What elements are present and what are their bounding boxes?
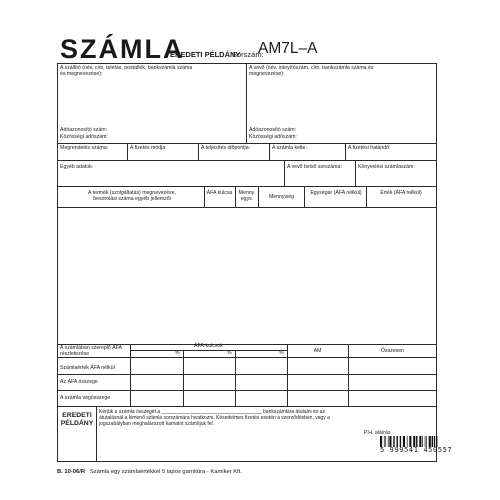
form-footer — [57, 469, 242, 475]
other-data-label: Egyéb adatok: — [60, 164, 94, 170]
invoice-date-label: A számla kelte: — [272, 145, 307, 151]
vat-keys-label: ÁFA-kulcsok — [194, 343, 223, 349]
form-description: Számla egy számlaértékkel 5 lapos garnitúra - Kamiker Kft. — [89, 469, 242, 475]
payment-instruction: Kérjük a számla összegét a ____________________________________ bankszámlára átutalni és az átutalásnál a kimenő számla sorszámára hivatkozni. Késedelmes fizetés esetén a szerződésben, vagy a jogszabályban meghatározott kamatot számítjuk fel. — [99, 409, 330, 427]
net-value-label: Számlaérték ÁFA nélkül — [60, 365, 115, 371]
net-row-bottom — [57, 374, 437, 375]
info-row-bottom — [57, 160, 437, 161]
items-divider-2 — [235, 186, 236, 207]
supplier-tax-label: Adóazonosító szám: — [60, 127, 108, 133]
payment-method-label: A fizetés módja: — [130, 145, 167, 151]
document-title: SZÁMLA — [60, 34, 185, 64]
info-divider-4 — [345, 143, 346, 160]
vat-key-header: ÁFA kulcsa — [206, 190, 233, 196]
items-divider-5 — [366, 186, 367, 207]
other-row-bottom — [57, 186, 437, 187]
vat-amount-label: Az ÁFA összege — [60, 379, 98, 385]
unit-price-header: Egységár (ÁFA nélkül) — [310, 190, 362, 196]
item-lines-area — [58, 208, 436, 344]
parties-divider — [246, 63, 247, 143]
info-divider-1 — [127, 143, 128, 160]
value-header: Érték (ÁFA nélkül) — [380, 190, 422, 196]
gross-total-label: A számla végösszege — [60, 395, 111, 401]
info-divider-2 — [198, 143, 199, 160]
bottom-copy-label: EREDETI PÉLDÁNY — [60, 412, 94, 427]
signature-label: P.H. aláírás — [364, 430, 391, 436]
serial-label: Sorszám: — [232, 50, 264, 59]
vat-keys-subline — [130, 350, 287, 351]
serial-number: AM7L–A — [258, 40, 318, 57]
info-divider-3 — [269, 143, 270, 160]
ledger-number-label: Könyvelési számlaszám: — [358, 164, 415, 170]
summary-col-2 — [235, 350, 236, 406]
delivery-date-label: A teljesítés időpontja: — [201, 145, 251, 151]
due-date-label: A fizetési határidő: — [348, 145, 391, 151]
order-number-label: Megrendelés száma: — [60, 145, 109, 151]
supplier-label: A szállító (név, cím, telefax, postafiók, bankszámla száma és megnevezése): — [60, 65, 193, 77]
unit-header: Menny. egys. — [238, 190, 256, 202]
am-label: AM — [313, 348, 322, 354]
buyer-eu-tax-label: Közösségi adószám: — [249, 134, 297, 140]
other-divider-1 — [284, 160, 285, 186]
total-label: Összesen — [380, 348, 405, 354]
vat-percent-3: % — [279, 350, 284, 356]
buyer-label: A vevő (név, irányítószám, cím, bankszámla száma és megnevezése): — [249, 65, 374, 77]
summary-col-1 — [183, 350, 184, 406]
buyer-tax-label: Adóazonosító szám: — [249, 127, 297, 133]
gross-row-bottom — [57, 406, 437, 407]
form-code: B. 10-06/R — [57, 469, 86, 475]
other-divider-2 — [355, 160, 356, 186]
items-divider-4 — [304, 186, 305, 207]
vat-percent-1: % — [175, 350, 180, 356]
items-divider-3 — [258, 186, 259, 207]
item-description-header: A termék (szolgáltatás) megnevezése, besorolási száma egyéb jellemzői — [88, 190, 176, 202]
summary-label-divider — [130, 344, 131, 406]
info-row-top — [57, 143, 437, 144]
supplier-eu-tax-label: Közösségi adószám: — [60, 134, 108, 140]
vat-breakdown-label: A számlában szereplő ÁFA részletezése — [60, 345, 122, 357]
vat-percent-2: % — [227, 350, 232, 356]
barcode-digits: 5 999541 450557 — [380, 446, 453, 454]
copy-label: EREDETI PÉLDÁNY — [170, 50, 241, 59]
bottom-divider — [96, 406, 97, 462]
quantity-header: Mennyiség — [268, 194, 295, 200]
vat-row-bottom — [57, 390, 437, 391]
items-divider-1 — [204, 186, 205, 207]
buyer-internal-number-label: A vevő belső sorszáma: — [287, 164, 342, 170]
